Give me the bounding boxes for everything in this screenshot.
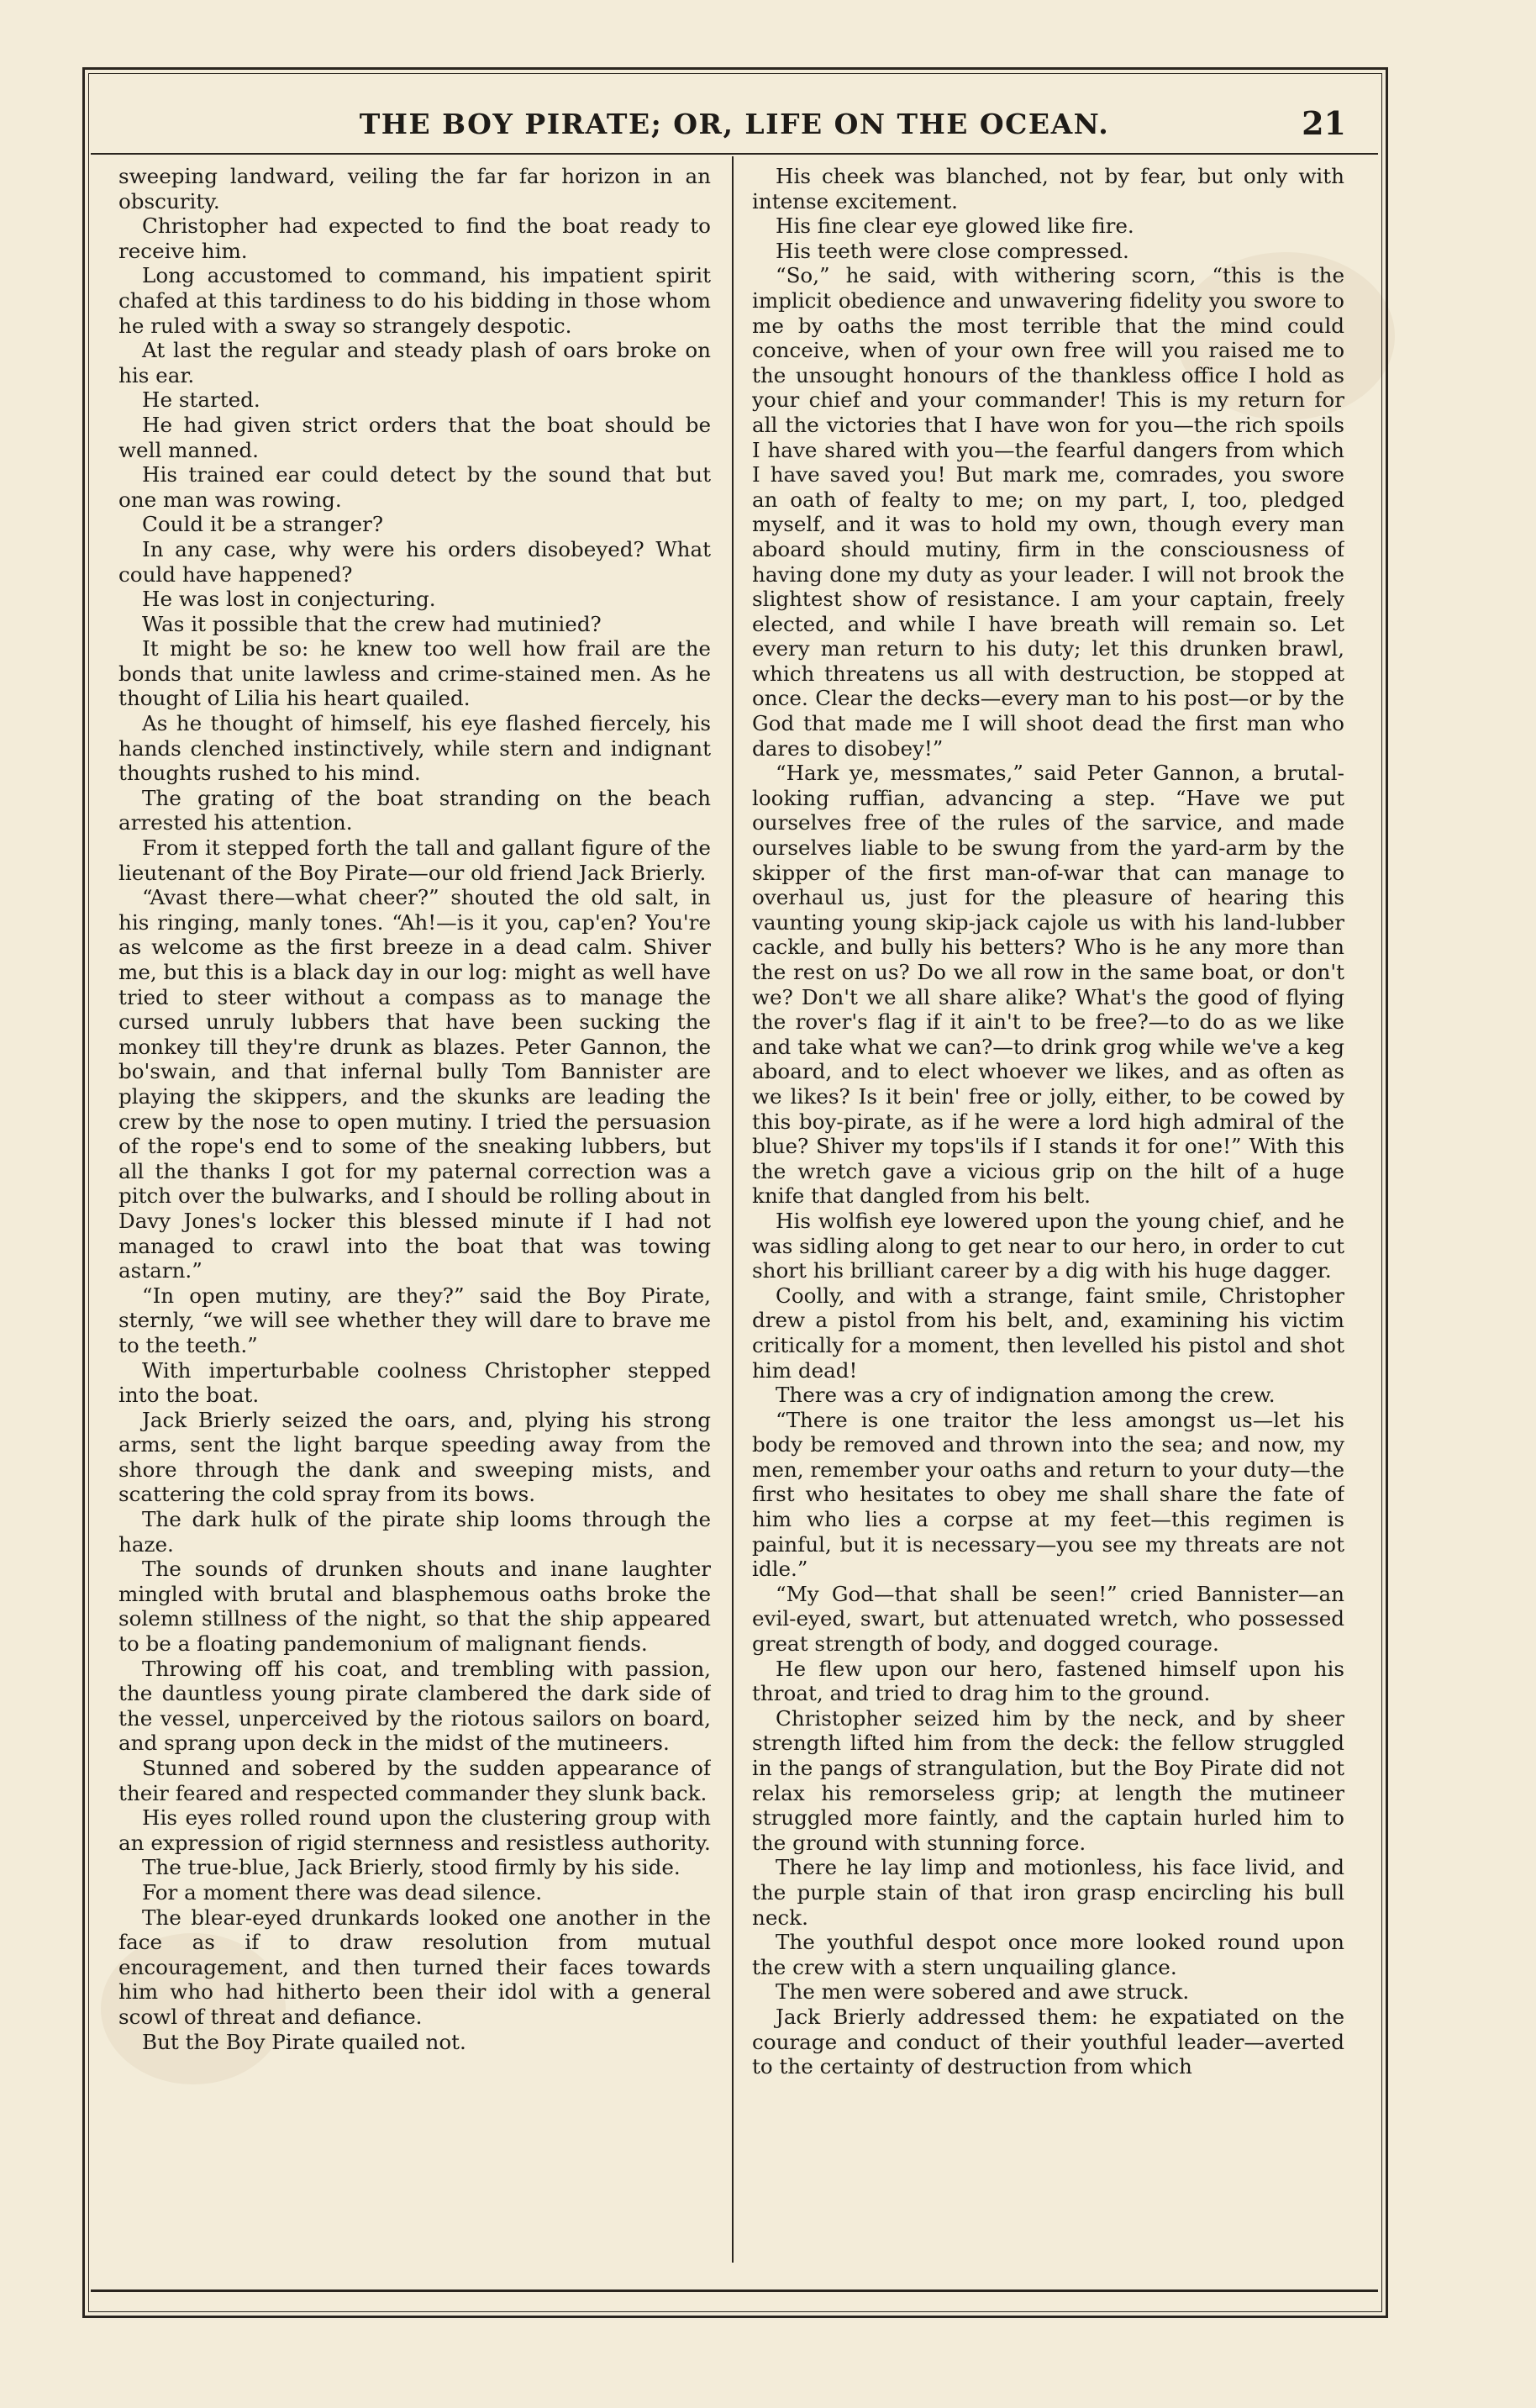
running-head [91,99,1378,155]
paragraph: As he thought of himself, his eye flashed fiercely, his hands clenched instinctively, while stern and indignant thoughts rushed to his mind. [118,711,711,786]
paragraph: Jack Brierly addressed them: he expatiated on the courage and conduct of their youthful leader—averted to the certainty of destruction from which [752,2004,1344,2079]
column-rule [732,156,734,2263]
paragraph: The blear-eyed drunkards looked one another in the face as if to draw resolution from mutual encouragement, and then turned their faces towards him who had hitherto been their idol with a general scowl of threat and defiance. [118,1905,711,2029]
paragraph: “Hark ye, messmates,” said Peter Gannon, a brutal-looking ruffian, advancing a step. “Have we put ourselves free of the rules of the sarvice, and made ourselves liable to be swung from the yard-arm by the skipper of the first man-of-war that can manage to overhaul us, just for the pleasure of hearing this vaunting young skip-jack cajole us with his land-lubber cackle, and bully his betters? Who is he any more than the rest on us? Do we all row in the same boat, or don't we? Don't we all share alike? What's the good of flying the rover's flag if it ain't to be free?—to do as we like and take what we can?—to drink grog while we've a keg aboard, and to elect whoever we likes, and as often as we likes? Is it bein' free or jolly, either, to be cowed by this boy-pirate, as if he were a lord high admiral of the blue? Shiver my tops'ils if I stands it for one!” With this the wretch gave a vicious grip on the hilt of a huge knife that dangled from his belt. [752,761,1344,1209]
paragraph: sweeping landward, veiling the far far horizon in an obscurity. [118,164,711,213]
paragraph: “There is one traitor the less amongst us—let his body be removed and thrown into the sea; and now, my men, remember your oaths and return to your duty—the first who hesitates to obey me shall share the fate of him who lies a corpse at my feet—this regimen is painful, but it is necessary—you see my threats are not idle.” [752,1407,1344,1582]
paragraph: Could it be a stranger? [142,512,384,537]
bottom-rule [91,2289,1378,2292]
left-column [118,164,711,2282]
paragraph: His teeth were close compressed. [776,238,1129,263]
paragraph: Long accustomed to command, his impatient spirit chafed at this tardiness to do his bidding in those whom he ruled with a sway so strangely despotic. [118,263,711,338]
paragraph: At last the regular and steady plash of oars broke on his ear. [118,338,711,387]
paragraph: Coolly, and with a strange, faint smile, Christopher drew a pistol from his belt, and, examining his victim critically for a moment, then levelled his pistol and shot him dead! [752,1283,1344,1383]
right-column [752,164,1344,2282]
paragraph: In any case, why were his orders disobeyed? What could have happened? [118,536,711,587]
paragraph: The grating of the boat stranding on the beach arrested his attention. [118,785,711,835]
paragraph: With imperturbable coolness Christopher stepped into the boat. [118,1357,711,1408]
paragraph: From it stepped forth the tall and gallant figure of the lieutenant of the Boy Pirate—our old friend Jack Brierly. [118,835,711,885]
paragraph: “Avast there—what cheer?” shouted the old salt, in his ringing, manly tones. “Ah!—is it you, cap'en? You're as welcome as the first breeze in a dead calm. Shiver me, but this is a black day in our log: might as well have tried to steer without a compass as to manage the cursed unruly lubbers that have been sucking the monkey till they're drunk as blazes. Peter Gannon, the bo'swain, and that infernal bully Tom Bannister are playing the skippers, and the skunks are leading the crew by the nose to open mutiny. I tried the persuasion of the rope's end to some of the sneaking lubbers, but all the thanks I got for my paternal correction was a pitch over the bulwarks, and I should be rolling about in Davy Jones's locker this blessed minute if I had not managed to crawl into the boat that was towing astarn.” [118,885,711,1283]
paragraph: “My God—that shall be seen!” cried Bannister—an evil-eyed, swart, but attenuated wretch, who possessed great strength of body, and dogged courage. [752,1581,1344,1657]
paragraph: Christopher had expected to find the boat ready to receive him. [118,213,711,263]
paragraph: His trained ear could detect by the sound that but one man was rowing. [118,462,711,512]
paragraph: But the Boy Pirate quailed not. [142,2029,466,2054]
paragraph: His fine clear eye glowed like fire. [776,213,1134,239]
paragraph: His eyes rolled round upon the clustering group with an expression of rigid sternness and resistless authority. [118,1805,711,1855]
paragraph: His wolfish eye lowered upon the young chief, and he was sidling along to get near to our hero, in order to cut short his brilliant career by a dig with his huge dagger. [752,1208,1344,1283]
paragraph: He had given strict orders that the boat should be well manned. [118,412,711,462]
paragraph: There was a cry of indignation among the crew. [776,1383,1276,1408]
paragraph: It might be so: he knew too well how frail are the bonds that unite lawless and crime-stained men. As he thought of Lilia his heart quailed. [118,636,711,711]
paragraph: Jack Brierly seized the oars, and, plying his strong arms, sent the light barque speeding away from the shore through the dank and sweeping mists, and scattering the cold spray from its bows. [118,1407,711,1507]
paragraph: The dark hulk of the pirate ship looms through the haze. [118,1507,711,1557]
paragraph: Was it possible that the crew had mutinied? [142,611,602,636]
paragraph: The true-blue, Jack Brierly, stood firmly by his side. [142,1855,681,1880]
paragraph: The men were sobered and awe struck. [776,1979,1190,2005]
paragraph: Stunned and sobered by the sudden appearance of their feared and respected commander they slunk back. [118,1756,711,1805]
paragraph: His cheek was blanched, not by fear, but only with intense excitement. [752,164,1344,213]
paragraph: He started. [142,387,260,413]
paragraph: “So,” he said, with withering scorn, “this is the implicit obedience and unwavering fidelity you swore to me by oaths the most terrible that the mind could conceive, when of your own free will you raised me to the unsought honours of the thankless office I hold as your chief and your commander! This is my return for all the victories that I have won for you—the rich spoils I have shared with you—the fearful dangers from which I have saved you! But mark me, comrades, you swore an oath of fealty to me; on my part, I, too, pledged myself, and it was to hold my own, though every man aboard should mutiny, firm in the consciousness of having done my duty as your leader. I will not brook the slightest show of resistance. I am your captain, freely elected, and while I have breath will remain so. Let every man return to his duty; let this drunken brawl, which threatens us all with destruction, be stopped at once. Clear the decks—every man to his post—or by the God that made me I will shoot dead the first man who dares to disobey!” [752,263,1344,761]
paragraph: Christopher seized him by the neck, and by sheer strength lifted him from the deck: the fellow struggled in the pangs of strangulation, but the Boy Pirate did not relax his remorseless grip; at length the mutineer struggled more faintly, and the captain hurled him to the ground with stunning force. [752,1705,1344,1855]
paragraph: He flew upon our hero, fastened himself upon his throat, and tried to drag him to the ground. [752,1656,1344,1706]
page-number: 21 [1302,104,1346,142]
running-title: THE BOY PIRATE; OR, LIFE ON THE OCEAN. [359,108,1110,140]
paragraph: There he lay limp and motionless, his face livid, and the purple stain of that iron grasp encircling his bull neck. [752,1855,1344,1930]
paragraph: “In open mutiny, are they?” said the Boy Pirate, sternly, “we will see whether they will dare to brave me to the teeth.” [118,1283,711,1357]
paragraph: The youthful despot once more looked round upon the crew with a stern unquailing glance. [752,1930,1344,1979]
paragraph: Throwing off his coat, and trembling with passion, the dauntless young pirate clambered the dark side of the vessel, unperceived by the riotous sailors on board, and sprang upon deck in the midst of the mutineers. [118,1656,711,1756]
paragraph: He was lost in conjecturing. [142,587,436,612]
paragraph: For a moment there was dead silence. [142,1879,543,1905]
paragraph: The sounds of drunken shouts and inane laughter mingled with brutal and blasphemous oaths broke the solemn stillness of the night, so that the ship appeared to be a floating pandemonium of malignant fiends. [118,1557,711,1657]
